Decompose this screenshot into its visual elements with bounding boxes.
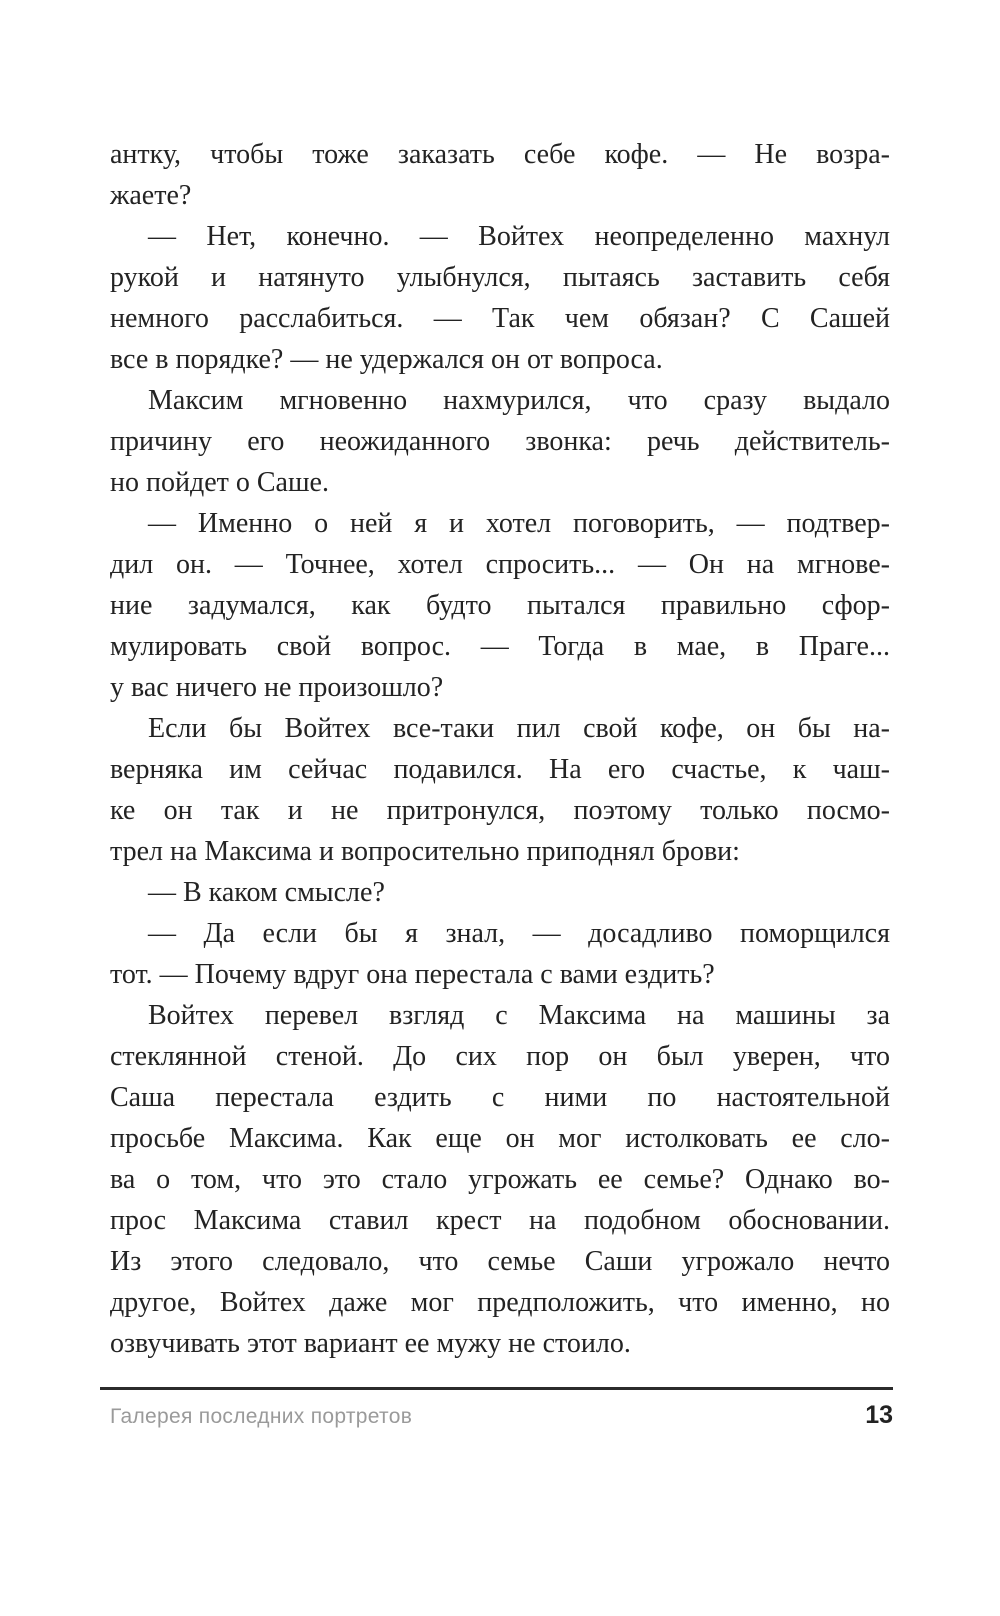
- text-line: Если бы Войтех все-таки пил свой кофе, он бы на-: [148, 713, 890, 744]
- text-line: трел на Максима и вопросительно приподнял брови:: [110, 836, 740, 867]
- text-line: немного расслабиться. — Так чем обязан? С Сашей: [110, 303, 890, 334]
- text-line: Из этого следовало, что семье Саши угрожало нечто: [110, 1246, 890, 1277]
- text-line: стеклянной стеной. До сих пор он был уверен, что: [110, 1041, 890, 1072]
- paragraph: [110, 216, 890, 380]
- text-line: жаете?: [110, 180, 192, 211]
- footer-page-number: 13: [865, 1401, 893, 1429]
- text-line: — Нет, конечно. — Войтех неопределенно махнул: [148, 221, 890, 252]
- text-line: тот. — Почему вдруг она перестала с вами ездить?: [110, 959, 715, 990]
- text-line: антку, чтобы тоже заказать себе кофе. — Не возра-: [110, 139, 890, 170]
- text-block: [110, 134, 890, 1364]
- text-line: все в порядке? — не удержался он от вопроса.: [110, 344, 663, 375]
- paragraph: [110, 503, 890, 708]
- text-line: Саша перестала ездить с ними по настоятельной: [110, 1082, 890, 1113]
- text-line: озвучивать этот вариант ее мужу не стоило.: [110, 1328, 631, 1359]
- footer-book-title: Галерея последних портретов: [110, 1405, 413, 1428]
- paragraph: [110, 913, 890, 995]
- text-line: — В каком смысле?: [148, 877, 385, 908]
- paragraph: [110, 380, 890, 503]
- text-line: прос Максима ставил крест на подобном обосновании.: [110, 1205, 890, 1236]
- paragraph: [110, 872, 890, 913]
- text-line: Максим мгновенно нахмурился, что сразу выдало: [148, 385, 890, 416]
- paragraph: [110, 995, 890, 1364]
- text-line: Войтех перевел взгляд с Максима на машины за: [148, 1000, 890, 1031]
- text-line: верняка им сейчас подавился. На его счастье, к чаш-: [110, 754, 890, 785]
- text-line: рукой и натянуто улыбнулся, пытаясь заставить себя: [110, 262, 890, 293]
- text-line: но пойдет о Саше.: [110, 467, 329, 498]
- text-line: у вас ничего не произошло?: [110, 672, 444, 703]
- text-line: ние задумался, как будто пытался правильно сфор-: [110, 590, 890, 621]
- footer-rule: [100, 1387, 893, 1390]
- text-line: ва о том, что это стало угрожать ее семье? Однако во-: [110, 1164, 890, 1195]
- text-line: причину его неожиданного звонка: речь действитель-: [110, 426, 890, 457]
- text-line: другое, Войтех даже мог предположить, что именно, но: [110, 1287, 890, 1318]
- footer: [110, 1401, 893, 1430]
- text-line: — Да если бы я знал, — досадливо поморщился: [148, 918, 890, 949]
- text-line: — Именно о ней я и хотел поговорить, — подтвер-: [148, 508, 890, 539]
- text-line: мулировать свой вопрос. — Тогда в мае, в Праге...: [110, 631, 890, 662]
- text-line: просьбе Максима. Как еще он мог истолковать ее сло-: [110, 1123, 890, 1154]
- paragraph: [110, 134, 890, 216]
- text-line: дил он. — Точнее, хотел спросить... — Он на мгнове-: [110, 549, 890, 580]
- text-line: ке он так и не притронулся, поэтому только посмо-: [110, 795, 890, 826]
- paragraph: [110, 708, 890, 872]
